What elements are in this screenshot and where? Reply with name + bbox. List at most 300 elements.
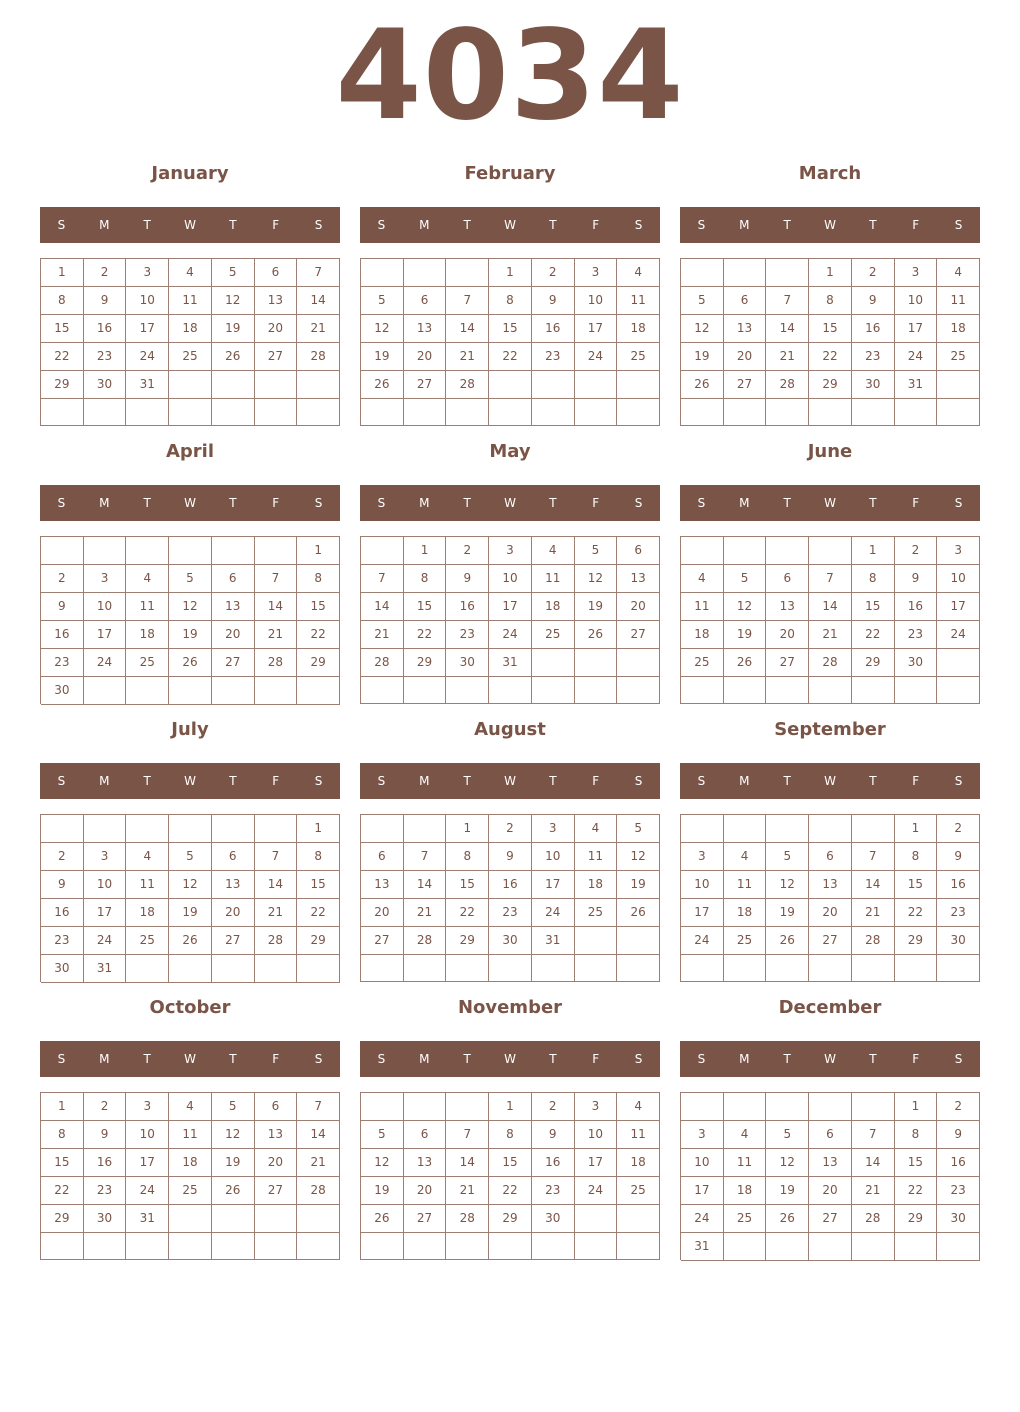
weekday-label: T xyxy=(143,1052,151,1066)
day-cell: 27 xyxy=(809,1205,852,1233)
day-cell: 15 xyxy=(297,871,340,899)
month-name: April xyxy=(165,441,215,462)
day-cell: 11 xyxy=(126,871,169,899)
day-cell: 30 xyxy=(84,1205,127,1233)
day-cell: 1 xyxy=(41,1093,84,1121)
empty-day-cell xyxy=(255,1205,298,1233)
day-cell: 31 xyxy=(895,371,938,399)
day-cell: 5 xyxy=(361,287,404,315)
day-cell: 21 xyxy=(297,315,340,343)
day-cell: 15 xyxy=(809,315,852,343)
day-grid xyxy=(360,258,660,426)
empty-day-cell xyxy=(809,677,852,704)
day-cell: 25 xyxy=(126,927,169,955)
day-cell: 30 xyxy=(41,677,84,705)
day-cell: 21 xyxy=(361,621,404,649)
empty-day-cell xyxy=(169,399,212,426)
day-cell: 27 xyxy=(404,371,447,399)
empty-day-cell xyxy=(852,399,895,426)
empty-day-cell xyxy=(617,955,660,982)
empty-day-cell xyxy=(255,371,298,399)
day-cell: 27 xyxy=(361,927,404,955)
day-cell: 9 xyxy=(532,287,575,315)
empty-day-cell xyxy=(361,815,404,843)
day-cell: 23 xyxy=(532,343,575,371)
day-cell: 18 xyxy=(126,621,169,649)
day-cell: 19 xyxy=(724,621,767,649)
empty-day-cell xyxy=(575,1233,618,1260)
weekday-header xyxy=(360,763,660,799)
day-cell: 28 xyxy=(255,649,298,677)
day-cell: 26 xyxy=(724,649,767,677)
day-cell: 14 xyxy=(297,1121,340,1149)
weekday-label: F xyxy=(912,496,920,510)
weekday-label: F xyxy=(912,774,920,788)
empty-day-cell xyxy=(41,537,84,565)
day-cell: 20 xyxy=(255,315,298,343)
weekday-label: W xyxy=(504,1052,516,1066)
day-cell: 14 xyxy=(852,871,895,899)
day-cell: 7 xyxy=(361,565,404,593)
weekday-label: S xyxy=(954,774,963,788)
day-cell: 3 xyxy=(84,565,127,593)
day-cell: 2 xyxy=(895,537,938,565)
day-cell: 28 xyxy=(297,1177,340,1205)
empty-day-cell xyxy=(212,371,255,399)
day-cell: 30 xyxy=(489,927,532,955)
day-cell: 14 xyxy=(255,871,298,899)
empty-day-cell xyxy=(169,537,212,565)
day-cell: 14 xyxy=(446,1149,489,1177)
day-cell: 24 xyxy=(84,649,127,677)
day-cell: 14 xyxy=(809,593,852,621)
day-cell: 10 xyxy=(84,593,127,621)
day-cell: 11 xyxy=(681,593,724,621)
day-cell: 23 xyxy=(41,927,84,955)
day-cell: 31 xyxy=(532,927,575,955)
empty-day-cell xyxy=(617,677,660,704)
empty-day-cell xyxy=(617,399,660,426)
day-cell: 11 xyxy=(126,593,169,621)
day-cell: 8 xyxy=(297,843,340,871)
weekday-header xyxy=(360,207,660,243)
day-cell: 5 xyxy=(575,537,618,565)
empty-day-cell xyxy=(446,259,489,287)
day-cell: 20 xyxy=(809,899,852,927)
day-cell: 17 xyxy=(681,899,724,927)
day-cell: 22 xyxy=(489,343,532,371)
empty-day-cell xyxy=(895,399,938,426)
day-cell: 18 xyxy=(724,899,767,927)
day-cell: 2 xyxy=(41,843,84,871)
empty-day-cell xyxy=(212,537,255,565)
day-cell: 27 xyxy=(724,371,767,399)
day-cell: 3 xyxy=(575,259,618,287)
day-cell: 12 xyxy=(361,315,404,343)
day-cell: 9 xyxy=(41,593,84,621)
day-cell: 14 xyxy=(766,315,809,343)
day-cell: 21 xyxy=(446,1177,489,1205)
day-cell: 14 xyxy=(297,287,340,315)
day-cell: 19 xyxy=(169,899,212,927)
day-cell: 24 xyxy=(84,927,127,955)
weekday-label: T xyxy=(783,774,791,788)
empty-day-cell xyxy=(575,649,618,677)
day-cell: 19 xyxy=(681,343,724,371)
weekday-label: S xyxy=(57,1052,66,1066)
day-cell: 12 xyxy=(766,871,809,899)
day-cell: 15 xyxy=(41,1149,84,1177)
day-cell: 29 xyxy=(297,927,340,955)
day-cell: 5 xyxy=(169,565,212,593)
day-cell: 18 xyxy=(937,315,980,343)
empty-day-cell xyxy=(937,649,980,677)
day-cell: 30 xyxy=(852,371,895,399)
day-cell: 16 xyxy=(852,315,895,343)
day-cell: 27 xyxy=(212,927,255,955)
empty-day-cell xyxy=(852,1233,895,1261)
day-cell: 23 xyxy=(937,1177,980,1205)
day-cell: 29 xyxy=(446,927,489,955)
weekday-label: S xyxy=(634,774,643,788)
day-cell: 24 xyxy=(489,621,532,649)
day-cell: 27 xyxy=(809,927,852,955)
day-cell: 17 xyxy=(575,1149,618,1177)
day-cell: 6 xyxy=(212,565,255,593)
weekday-label: T xyxy=(549,774,557,788)
empty-day-cell xyxy=(895,677,938,704)
weekday-label: W xyxy=(824,1052,836,1066)
day-cell: 7 xyxy=(297,1093,340,1121)
day-cell: 20 xyxy=(766,621,809,649)
day-cell: 6 xyxy=(361,843,404,871)
weekday-label: F xyxy=(592,496,600,510)
day-cell: 19 xyxy=(212,315,255,343)
empty-day-cell xyxy=(809,1233,852,1261)
day-cell: 22 xyxy=(404,621,447,649)
day-cell: 20 xyxy=(724,343,767,371)
day-cell: 30 xyxy=(446,649,489,677)
day-cell: 25 xyxy=(169,343,212,371)
empty-day-cell xyxy=(255,677,298,705)
day-grid xyxy=(360,1092,660,1260)
day-cell: 9 xyxy=(532,1121,575,1149)
day-cell: 8 xyxy=(852,565,895,593)
day-cell: 8 xyxy=(895,1121,938,1149)
day-cell: 23 xyxy=(84,343,127,371)
day-cell: 22 xyxy=(297,621,340,649)
month-name: September xyxy=(774,719,886,740)
day-cell: 24 xyxy=(681,927,724,955)
weekday-label: F xyxy=(592,218,600,232)
day-cell: 17 xyxy=(489,593,532,621)
day-cell: 2 xyxy=(489,815,532,843)
day-cell: 20 xyxy=(361,899,404,927)
empty-day-cell xyxy=(169,1205,212,1233)
day-cell: 14 xyxy=(852,1149,895,1177)
day-grid xyxy=(680,258,980,426)
month-name: March xyxy=(798,163,862,184)
weekday-label: T xyxy=(229,218,237,232)
empty-day-cell xyxy=(681,259,724,287)
empty-day-cell xyxy=(84,537,127,565)
day-cell: 4 xyxy=(724,1121,767,1149)
day-cell: 11 xyxy=(169,1121,212,1149)
month-name: October xyxy=(149,997,231,1018)
empty-day-cell xyxy=(297,1233,340,1260)
day-cell: 24 xyxy=(575,343,618,371)
weekday-label: S xyxy=(697,218,706,232)
weekday-label: S xyxy=(314,218,323,232)
day-cell: 31 xyxy=(489,649,532,677)
day-cell: 29 xyxy=(809,371,852,399)
empty-day-cell xyxy=(489,399,532,426)
empty-day-cell xyxy=(41,815,84,843)
day-cell: 13 xyxy=(404,1149,447,1177)
day-cell: 20 xyxy=(404,343,447,371)
empty-day-cell xyxy=(532,371,575,399)
day-cell: 7 xyxy=(766,287,809,315)
day-cell: 4 xyxy=(617,1093,660,1121)
day-cell: 10 xyxy=(681,871,724,899)
empty-day-cell xyxy=(617,649,660,677)
day-cell: 9 xyxy=(489,843,532,871)
day-cell: 11 xyxy=(575,843,618,871)
empty-day-cell xyxy=(255,1233,298,1260)
day-cell: 17 xyxy=(937,593,980,621)
empty-day-cell xyxy=(575,399,618,426)
empty-day-cell xyxy=(212,955,255,983)
weekday-label: W xyxy=(184,218,196,232)
day-cell: 9 xyxy=(84,1121,127,1149)
weekday-label: M xyxy=(739,774,750,788)
day-cell: 15 xyxy=(852,593,895,621)
empty-day-cell xyxy=(766,955,809,982)
empty-day-cell xyxy=(212,399,255,426)
day-cell: 16 xyxy=(532,315,575,343)
empty-day-cell xyxy=(361,259,404,287)
empty-day-cell xyxy=(895,1233,938,1261)
day-cell: 27 xyxy=(255,1177,298,1205)
empty-day-cell xyxy=(617,927,660,955)
weekday-label: M xyxy=(419,496,430,510)
day-cell: 16 xyxy=(84,1149,127,1177)
day-cell: 5 xyxy=(766,1121,809,1149)
empty-day-cell xyxy=(361,537,404,565)
day-cell: 25 xyxy=(169,1177,212,1205)
day-cell: 21 xyxy=(809,621,852,649)
day-cell: 5 xyxy=(681,287,724,315)
day-cell: 1 xyxy=(489,1093,532,1121)
day-cell: 8 xyxy=(446,843,489,871)
weekday-label: M xyxy=(739,218,750,232)
weekday-label: T xyxy=(783,218,791,232)
day-cell: 1 xyxy=(895,1093,938,1121)
day-cell: 16 xyxy=(489,871,532,899)
day-cell: 16 xyxy=(446,593,489,621)
day-cell: 3 xyxy=(532,815,575,843)
day-cell: 19 xyxy=(766,899,809,927)
weekday-label: W xyxy=(824,774,836,788)
day-cell: 17 xyxy=(126,315,169,343)
empty-day-cell xyxy=(361,399,404,426)
weekday-label: F xyxy=(592,774,600,788)
day-grid xyxy=(40,536,340,704)
day-cell: 28 xyxy=(446,1205,489,1233)
day-cell: 4 xyxy=(169,259,212,287)
day-cell: 23 xyxy=(852,343,895,371)
empty-day-cell xyxy=(724,955,767,982)
day-cell: 23 xyxy=(895,621,938,649)
empty-day-cell xyxy=(489,955,532,982)
day-cell: 10 xyxy=(126,287,169,315)
day-cell: 18 xyxy=(617,1149,660,1177)
weekday-label: S xyxy=(954,496,963,510)
day-cell: 28 xyxy=(361,649,404,677)
empty-day-cell xyxy=(41,399,84,426)
day-cell: 1 xyxy=(852,537,895,565)
day-cell: 11 xyxy=(532,565,575,593)
day-cell: 12 xyxy=(212,1121,255,1149)
day-cell: 19 xyxy=(617,871,660,899)
empty-day-cell xyxy=(724,815,767,843)
day-cell: 29 xyxy=(895,1205,938,1233)
day-cell: 26 xyxy=(212,343,255,371)
empty-day-cell xyxy=(446,1233,489,1260)
day-cell: 13 xyxy=(361,871,404,899)
weekday-header xyxy=(40,485,340,521)
weekday-label: S xyxy=(314,1052,323,1066)
day-cell: 18 xyxy=(617,315,660,343)
day-cell: 4 xyxy=(617,259,660,287)
empty-day-cell xyxy=(361,1093,404,1121)
empty-day-cell xyxy=(126,399,169,426)
day-cell: 6 xyxy=(766,565,809,593)
day-cell: 13 xyxy=(212,871,255,899)
weekday-label: T xyxy=(143,218,151,232)
day-cell: 25 xyxy=(126,649,169,677)
empty-day-cell xyxy=(575,955,618,982)
day-cell: 9 xyxy=(41,871,84,899)
day-cell: 9 xyxy=(937,1121,980,1149)
empty-day-cell xyxy=(617,371,660,399)
weekday-label: W xyxy=(504,218,516,232)
weekday-label: T xyxy=(463,1052,471,1066)
empty-day-cell xyxy=(404,399,447,426)
day-cell: 8 xyxy=(41,1121,84,1149)
day-cell: 15 xyxy=(895,871,938,899)
empty-day-cell xyxy=(84,1233,127,1260)
day-cell: 1 xyxy=(41,259,84,287)
day-cell: 12 xyxy=(169,871,212,899)
day-cell: 22 xyxy=(895,899,938,927)
day-cell: 27 xyxy=(212,649,255,677)
weekday-label: T xyxy=(229,1052,237,1066)
day-cell: 28 xyxy=(852,1205,895,1233)
day-cell: 11 xyxy=(937,287,980,315)
day-cell: 11 xyxy=(169,287,212,315)
weekday-label: S xyxy=(377,1052,386,1066)
empty-day-cell xyxy=(489,1233,532,1260)
weekday-label: S xyxy=(377,774,386,788)
weekday-label: W xyxy=(504,496,516,510)
day-cell: 28 xyxy=(446,371,489,399)
day-cell: 1 xyxy=(446,815,489,843)
empty-day-cell xyxy=(681,1093,724,1121)
day-cell: 2 xyxy=(852,259,895,287)
day-cell: 23 xyxy=(446,621,489,649)
day-cell: 1 xyxy=(895,815,938,843)
day-cell: 8 xyxy=(809,287,852,315)
empty-day-cell xyxy=(212,1205,255,1233)
day-cell: 22 xyxy=(852,621,895,649)
day-cell: 21 xyxy=(255,899,298,927)
day-cell: 25 xyxy=(937,343,980,371)
day-cell: 15 xyxy=(895,1149,938,1177)
day-cell: 11 xyxy=(724,871,767,899)
weekday-label: M xyxy=(419,774,430,788)
day-cell: 26 xyxy=(361,1205,404,1233)
day-grid xyxy=(40,1092,340,1260)
weekday-label: W xyxy=(184,1052,196,1066)
day-cell: 13 xyxy=(766,593,809,621)
weekday-label: S xyxy=(57,218,66,232)
day-cell: 11 xyxy=(724,1149,767,1177)
day-cell: 3 xyxy=(937,537,980,565)
day-cell: 25 xyxy=(681,649,724,677)
day-cell: 16 xyxy=(84,315,127,343)
empty-day-cell xyxy=(255,399,298,426)
day-cell: 5 xyxy=(617,815,660,843)
day-cell: 29 xyxy=(297,649,340,677)
day-cell: 17 xyxy=(84,899,127,927)
weekday-label: F xyxy=(912,218,920,232)
day-cell: 13 xyxy=(809,871,852,899)
day-cell: 26 xyxy=(617,899,660,927)
day-cell: 20 xyxy=(255,1149,298,1177)
day-cell: 25 xyxy=(617,343,660,371)
day-grid xyxy=(360,814,660,982)
weekday-header xyxy=(40,207,340,243)
empty-day-cell xyxy=(404,815,447,843)
day-cell: 1 xyxy=(809,259,852,287)
weekday-label: T xyxy=(549,1052,557,1066)
day-cell: 18 xyxy=(681,621,724,649)
day-cell: 30 xyxy=(937,927,980,955)
day-cell: 3 xyxy=(681,843,724,871)
weekday-label: M xyxy=(419,1052,430,1066)
day-cell: 6 xyxy=(404,287,447,315)
day-cell: 10 xyxy=(532,843,575,871)
empty-day-cell xyxy=(852,1093,895,1121)
weekday-label: M xyxy=(99,218,110,232)
empty-day-cell xyxy=(766,815,809,843)
day-cell: 11 xyxy=(617,1121,660,1149)
day-cell: 29 xyxy=(489,1205,532,1233)
day-cell: 15 xyxy=(404,593,447,621)
day-cell: 28 xyxy=(766,371,809,399)
weekday-header xyxy=(680,763,980,799)
empty-day-cell xyxy=(617,1233,660,1260)
day-cell: 6 xyxy=(404,1121,447,1149)
day-cell: 7 xyxy=(404,843,447,871)
day-cell: 2 xyxy=(532,259,575,287)
weekday-header xyxy=(680,485,980,521)
day-cell: 27 xyxy=(766,649,809,677)
day-cell: 26 xyxy=(169,649,212,677)
weekday-label: S xyxy=(314,774,323,788)
day-cell: 17 xyxy=(681,1177,724,1205)
